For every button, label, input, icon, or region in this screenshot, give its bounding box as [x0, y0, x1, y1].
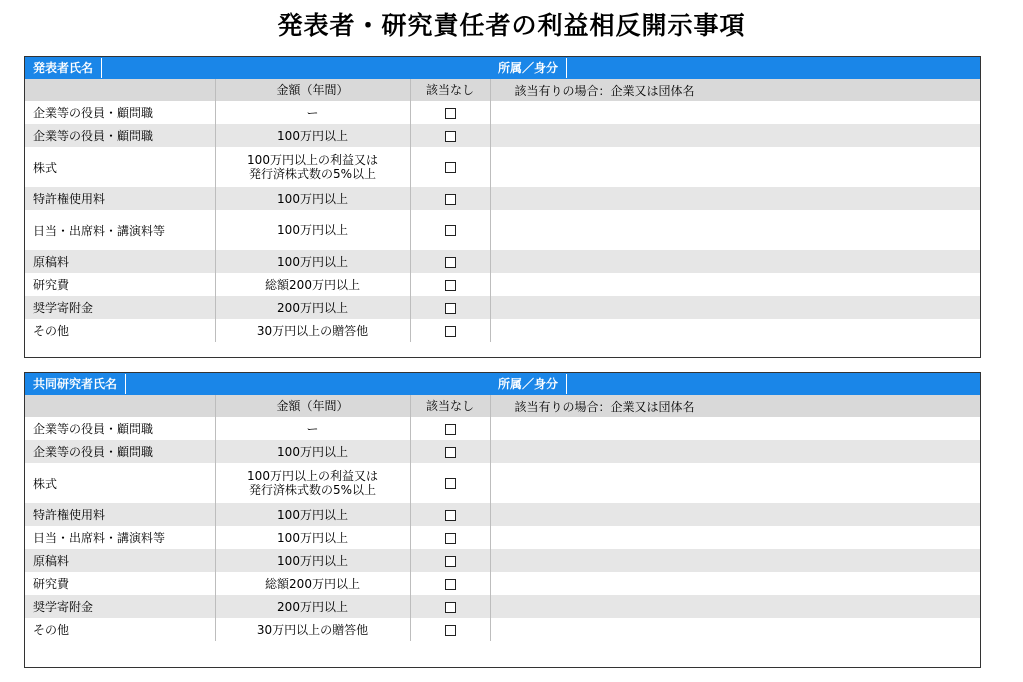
not-applicable-checkbox[interactable]: [445, 424, 456, 435]
not-applicable-checkbox[interactable]: [445, 131, 456, 142]
not-applicable-checkbox[interactable]: [445, 257, 456, 268]
none-cell: [410, 526, 490, 549]
amount-line: 100万円以上: [277, 444, 348, 459]
affiliation-label: 所属／身分: [490, 58, 567, 78]
item-col-header: [25, 79, 215, 101]
row-amount: [215, 549, 410, 572]
amount-line: 総額200万円以上: [265, 277, 360, 292]
row-amount: [215, 440, 410, 463]
not-applicable-checkbox[interactable]: [445, 556, 456, 567]
company-name-cell[interactable]: [490, 526, 980, 549]
none-cell: [410, 124, 490, 147]
amount-line-2: 発行済株式数の5%以上: [248, 483, 377, 497]
amount-line: 30万円以上の贈答他: [256, 323, 369, 338]
table-row: [25, 273, 980, 296]
row-amount: [215, 463, 410, 503]
not-applicable-checkbox[interactable]: [445, 162, 456, 173]
not-applicable-checkbox[interactable]: [445, 510, 456, 521]
amount-line: 100万円以上: [277, 191, 348, 206]
amount-line: 総額200万円以上: [265, 576, 360, 591]
affiliation-header: [490, 57, 980, 79]
not-applicable-checkbox[interactable]: [445, 579, 456, 590]
amount-line: ー: [306, 421, 319, 436]
company-name-cell[interactable]: [490, 273, 980, 296]
none-cell: [410, 147, 490, 187]
none-cell: [410, 210, 490, 250]
amount-line: 100万円以上: [277, 553, 348, 568]
company-name-cell[interactable]: [490, 101, 980, 124]
not-applicable-checkbox[interactable]: [445, 625, 456, 636]
none-cell: [410, 101, 490, 124]
none-cell: [410, 250, 490, 273]
affiliation-label: 所属／身分: [490, 374, 567, 394]
not-applicable-checkbox[interactable]: [445, 326, 456, 337]
name-label: 発表者氏名: [25, 58, 102, 78]
company-name-cell[interactable]: [490, 618, 980, 641]
row-amount: [215, 210, 410, 250]
company-col-header: 該当有りの場合：企業又は団体名: [490, 395, 980, 417]
affiliation-header: [490, 373, 980, 395]
amount-line: 100万円以上の利益又は: [247, 469, 378, 483]
none-cell: [410, 296, 490, 319]
table-row: [25, 572, 980, 595]
presenter-table: [25, 57, 980, 342]
none-cell: [410, 503, 490, 526]
row-item-label: 特許権使用料: [25, 187, 215, 210]
amount-line: 100万円以上の利益又は: [247, 153, 378, 167]
not-applicable-checkbox[interactable]: [445, 225, 456, 236]
none-col-header: 該当なし: [410, 79, 490, 101]
row-item-label: その他: [25, 319, 215, 342]
row-item-label: 原稿料: [25, 250, 215, 273]
company-name-cell[interactable]: [490, 147, 980, 187]
name-label: 共同研究者氏名: [25, 374, 126, 394]
company-name-cell[interactable]: [490, 296, 980, 319]
amount-line: 200万円以上: [277, 300, 348, 315]
row-item-label: 企業等の役員・顧問職: [25, 124, 215, 147]
company-name-cell[interactable]: [490, 463, 980, 503]
row-item-label: 日当・出席料・講演料等: [25, 210, 215, 250]
table-row: [25, 417, 980, 440]
none-cell: [410, 595, 490, 618]
row-amount: [215, 572, 410, 595]
presenter-section: [24, 56, 981, 358]
table-row: [25, 147, 980, 187]
row-item-label: 株式: [25, 463, 215, 503]
row-amount: [215, 319, 410, 342]
row-amount: [215, 273, 410, 296]
row-amount: [215, 250, 410, 273]
none-cell: [410, 618, 490, 641]
none-cell: [410, 273, 490, 296]
row-item-label: 日当・出席料・講演料等: [25, 526, 215, 549]
amount-line: 100万円以上: [277, 507, 348, 522]
none-cell: [410, 319, 490, 342]
not-applicable-checkbox[interactable]: [445, 478, 456, 489]
none-cell: [410, 463, 490, 503]
page-title: 発表者・研究責任者の利益相反開示事項: [277, 11, 746, 40]
row-amount: [215, 526, 410, 549]
table-row: [25, 101, 980, 124]
row-item-label: 原稿料: [25, 549, 215, 572]
row-item-label: 企業等の役員・顧問職: [25, 440, 215, 463]
none-cell: [410, 549, 490, 572]
row-amount: [215, 618, 410, 641]
not-applicable-checkbox[interactable]: [445, 194, 456, 205]
row-item-label: 企業等の役員・顧問職: [25, 417, 215, 440]
not-applicable-checkbox[interactable]: [445, 533, 456, 544]
row-item-label: 企業等の役員・顧問職: [25, 101, 215, 124]
row-item-label: 奨学寄附金: [25, 595, 215, 618]
row-amount: [215, 296, 410, 319]
row-item-label: 研究費: [25, 572, 215, 595]
company-name-cell[interactable]: [490, 572, 980, 595]
none-cell: [410, 187, 490, 210]
row-item-label: 特許権使用料: [25, 503, 215, 526]
amount-col-header: 金額（年間）: [215, 395, 410, 417]
row-amount: [215, 101, 410, 124]
table-row: [25, 503, 980, 526]
none-col-header: 該当なし: [410, 395, 490, 417]
table-row: [25, 210, 980, 250]
company-name-cell[interactable]: [490, 503, 980, 526]
none-cell: [410, 417, 490, 440]
table-row: [25, 463, 980, 503]
row-amount: [215, 187, 410, 210]
none-cell: [410, 572, 490, 595]
amount-line-2: 発行済株式数の5%以上: [248, 167, 377, 181]
table-row: [25, 319, 980, 342]
row-amount: [215, 124, 410, 147]
row-item-label: その他: [25, 618, 215, 641]
amount-col-header: 金額（年間）: [215, 79, 410, 101]
row-amount: [215, 147, 410, 187]
table-row: [25, 526, 980, 549]
company-name-cell[interactable]: [490, 319, 980, 342]
row-amount: [215, 595, 410, 618]
amount-line: 100万円以上: [277, 128, 348, 143]
amount-line: 200万円以上: [277, 599, 348, 614]
table-row: [25, 250, 980, 273]
amount-line: ー: [306, 105, 319, 120]
table-row: [25, 440, 980, 463]
name-header: [25, 373, 490, 395]
not-applicable-checkbox[interactable]: [445, 303, 456, 314]
table-row: [25, 595, 980, 618]
row-item-label: 奨学寄附金: [25, 296, 215, 319]
company-name-cell[interactable]: [490, 417, 980, 440]
row-amount: [215, 417, 410, 440]
not-applicable-checkbox[interactable]: [445, 108, 456, 119]
company-name-cell[interactable]: [490, 187, 980, 210]
row-item-label: 研究費: [25, 273, 215, 296]
table-row: [25, 549, 980, 572]
company-name-cell[interactable]: [490, 250, 980, 273]
table-row: [25, 296, 980, 319]
co-researcher-section: [24, 372, 981, 668]
company-name-cell[interactable]: [490, 549, 980, 572]
row-amount: [215, 503, 410, 526]
row-item-label: 株式: [25, 147, 215, 187]
company-col-header: 該当有りの場合：企業又は団体名: [490, 79, 980, 101]
company-name-cell[interactable]: [490, 440, 980, 463]
not-applicable-checkbox[interactable]: [445, 447, 456, 458]
not-applicable-checkbox[interactable]: [445, 280, 456, 291]
table-row: [25, 618, 980, 641]
amount-line: 100万円以上: [277, 530, 348, 545]
none-cell: [410, 440, 490, 463]
company-name-cell[interactable]: [490, 210, 980, 250]
amount-line: 100万円以上: [277, 223, 348, 237]
table-row: [25, 124, 980, 147]
co-researcher-table: [25, 373, 980, 641]
company-name-cell[interactable]: [490, 124, 980, 147]
amount-line: 100万円以上: [277, 254, 348, 269]
name-header: [25, 57, 490, 79]
not-applicable-checkbox[interactable]: [445, 602, 456, 613]
amount-line: 30万円以上の贈答他: [256, 622, 369, 637]
company-name-cell[interactable]: [490, 595, 980, 618]
item-col-header: [25, 395, 215, 417]
table-row: [25, 187, 980, 210]
